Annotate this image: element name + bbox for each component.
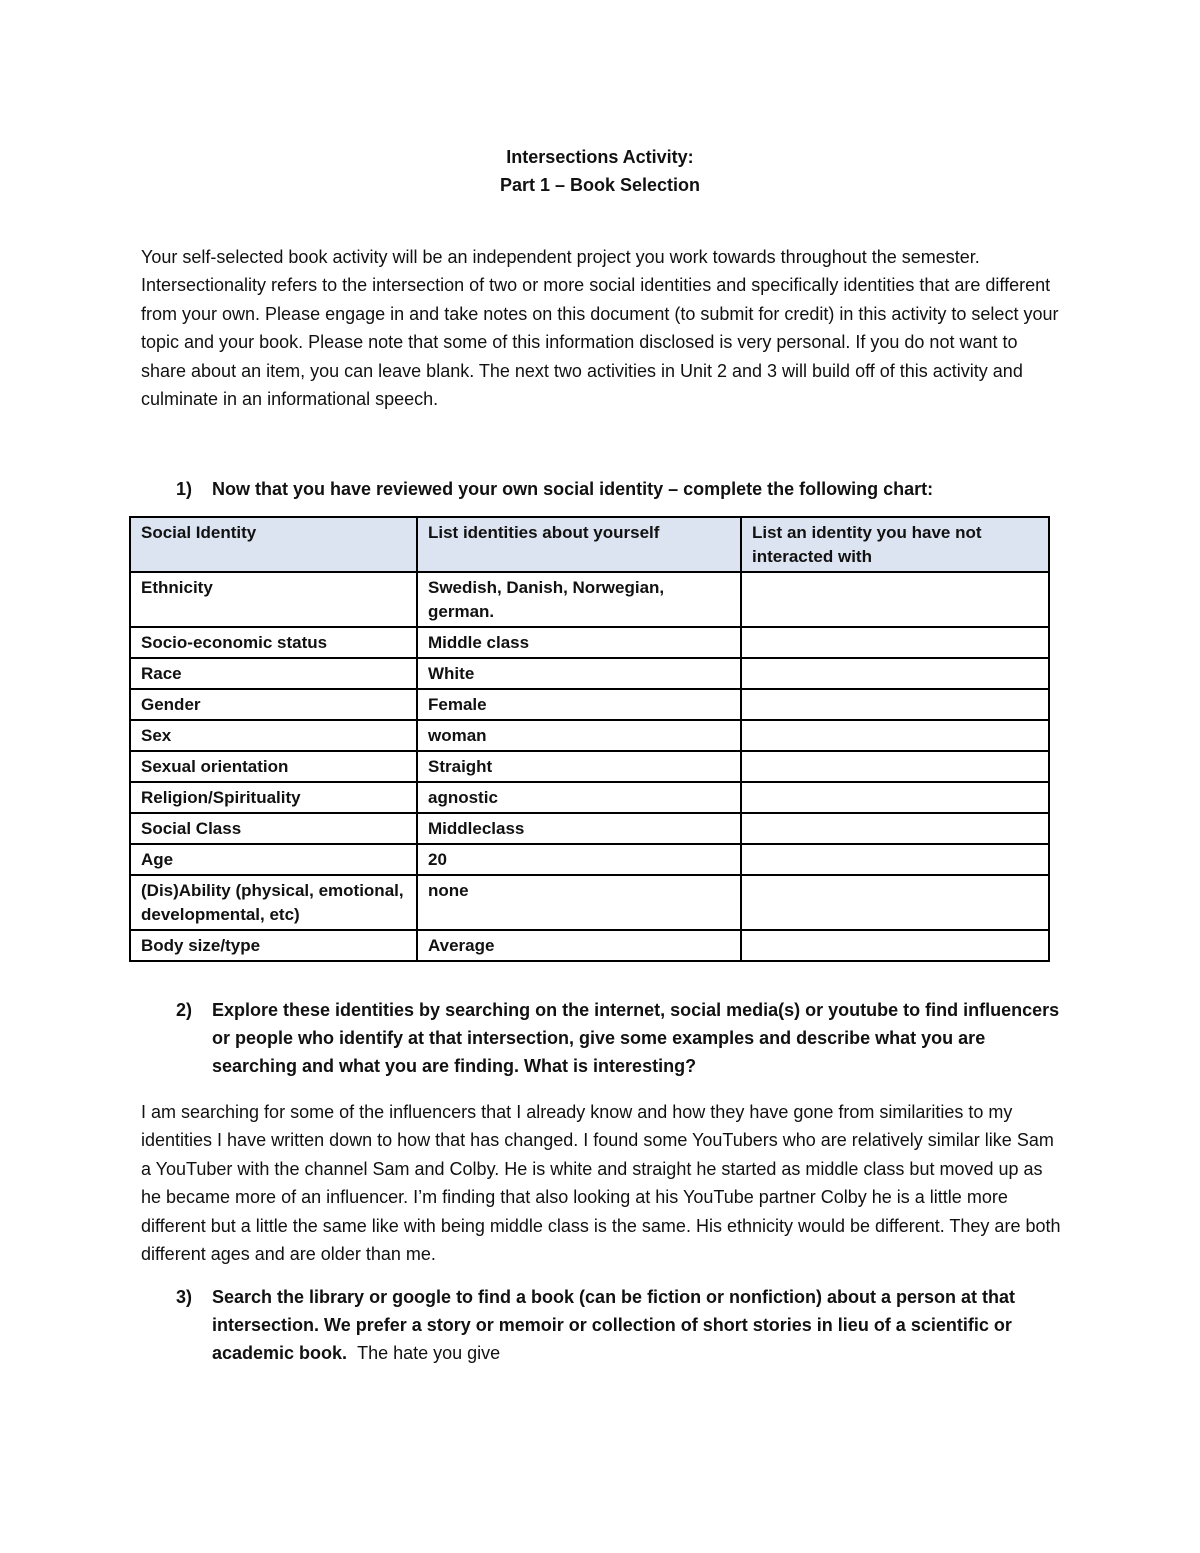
social-identity-table [129,516,1050,962]
table-row [130,813,1049,844]
self-cell: none [417,875,741,930]
question-2-text: Explore these identities by searching on the internet, social media(s) or youtube to find influencers or people who identify at that intersection, give some examples and describe what you are searching and what you are finding. What is interesting? [212,1000,1060,1076]
table-row [130,782,1049,813]
other-cell [741,930,1049,961]
question-3-answer: The hate you give [357,1343,501,1363]
header-social-identity: Social Identity [130,517,417,572]
table-row [130,844,1049,875]
other-cell [741,720,1049,751]
self-cell: woman [417,720,741,751]
question-1-number: 1) [176,479,193,499]
other-cell [741,844,1049,875]
question-2-answer: I am searching for some of the influencers that I already know and how they have gone from similarities to my identities I have written down to how that has changed. I found some YouTubers who are relatively similar like Sam a YouTuber with the channel Sam and Colby. He is white and straight he started as middle class but moved up as he became more of an influencer. I’m finding that also looking at his YouTube partner Colby he is a little more different but a little the same like with being middle class is the same. His ethnicity would be different. They are both different ages and are older than me. [141,1102,1061,1265]
table-row [130,572,1049,627]
question-3-text: Search the library or google to find a book (can be fiction or nonfiction) about a person at that intersection. We prefer a story or memoir or collection of short stories in lieu of a scientific or academic book. [212,1287,1016,1363]
identity-cell: Sex [130,720,417,751]
identity-cell: Sexual orientation [130,751,417,782]
table-row [130,751,1049,782]
document-subtitle: Part 1 – Book Selection [499,175,701,195]
question-2-number: 2) [176,1000,193,1020]
table-row [130,875,1049,930]
question-1-text: Now that you have reviewed your own social identity – complete the following chart: [212,479,934,499]
self-cell: White [417,658,741,689]
other-cell [741,751,1049,782]
other-cell [741,658,1049,689]
identity-cell: Gender [130,689,417,720]
other-cell [741,572,1049,627]
self-cell: Middleclass [417,813,741,844]
question-3-number: 3) [176,1287,193,1307]
self-cell: Straight [417,751,741,782]
identity-cell: Body size/type [130,930,417,961]
header-self-identities: List identities about yourself [417,517,741,572]
question-3 [176,1283,1066,1373]
self-cell: Swedish, Danish, Norwegian, german. [417,572,741,627]
question-2 [176,996,1066,1086]
self-cell: agnostic [417,782,741,813]
other-cell [741,782,1049,813]
table-row [130,720,1049,751]
intro-paragraph: Your self-selected book activity will be an independent project you work towards throughout the semester. Intersectionality refers to the intersection of two or more social identities and specifically identities that are different from your own. Please engage in and take notes on this document (to submit for credit) in this activity to select your topic and your book. Please note that some of this information disclosed is very personal. If you do not want to share about an item, you can leave blank. The next two activities in Unit 2 and 3 will build off of this activity and culminate in an informational speech. [141,247,1059,410]
table-row [130,627,1049,658]
table-header-row [130,517,1049,572]
document-title: Intersections Activity: [506,147,694,167]
other-cell [741,875,1049,930]
identity-cell: Socio-economic status [130,627,417,658]
other-cell [741,627,1049,658]
table-row [130,930,1049,961]
self-cell: Middle class [417,627,741,658]
identity-cell: Social Class [130,813,417,844]
identity-cell: (Dis)Ability (physical, emotional, developmental, etc) [130,875,417,930]
identity-cell: Age [130,844,417,875]
identity-cell: Religion/Spirituality [130,782,417,813]
question-3-body [212,1283,1062,1367]
title-block [0,143,1200,199]
table-row [130,689,1049,720]
identity-cell: Race [130,658,417,689]
self-cell: 20 [417,844,741,875]
header-other-identity: List an identity you have not interacted with [741,517,1049,572]
self-cell: Female [417,689,741,720]
self-cell: Average [417,930,741,961]
other-cell [741,689,1049,720]
table-row [130,658,1049,689]
identity-cell: Ethnicity [130,572,417,627]
other-cell [741,813,1049,844]
